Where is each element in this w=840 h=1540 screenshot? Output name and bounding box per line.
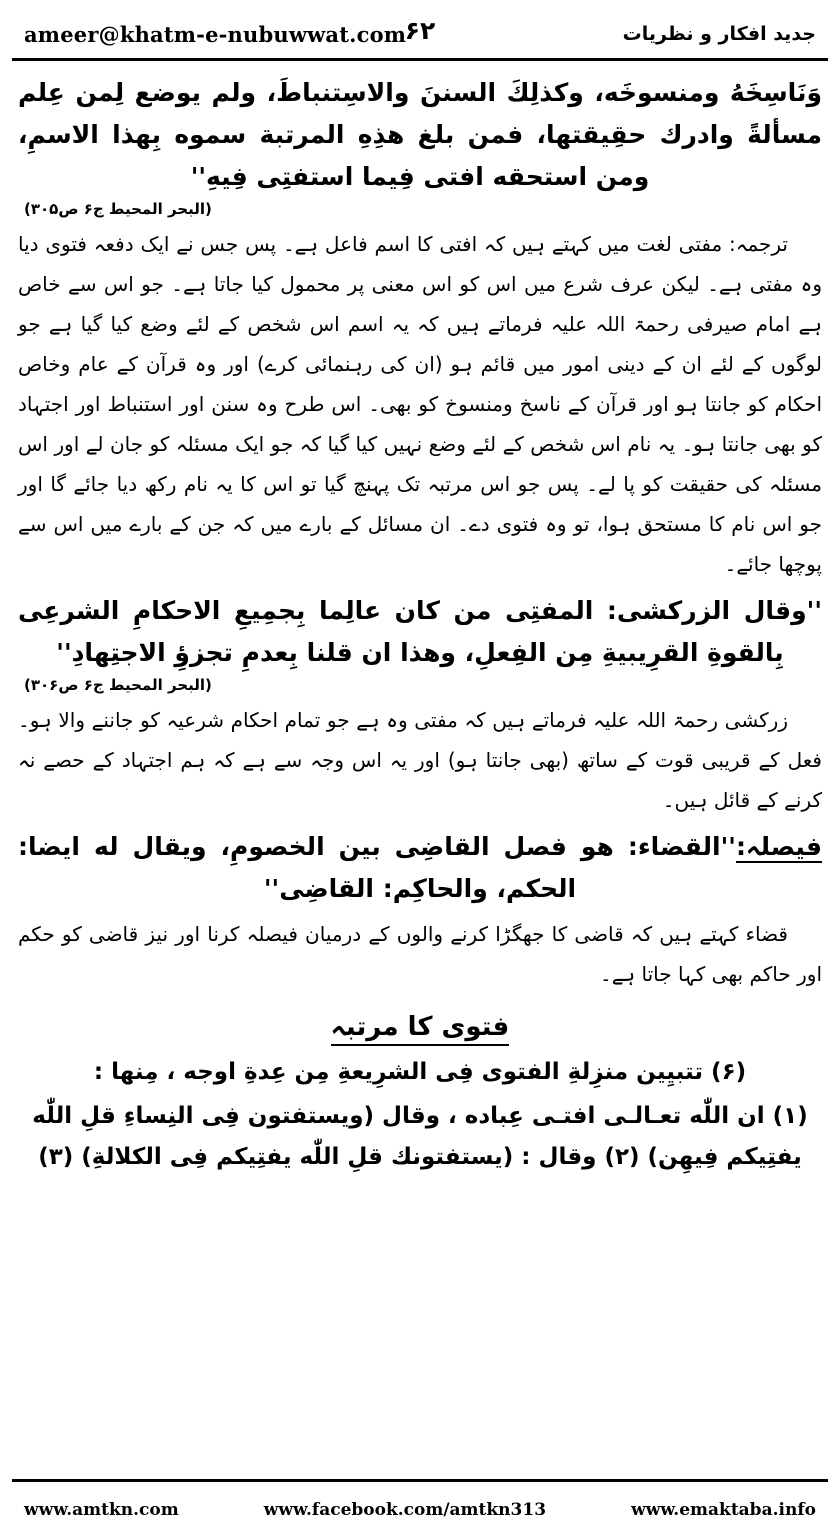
book-title: جدید افکار و نظریات: [622, 23, 816, 45]
decision-label: فیصلہ:: [735, 832, 822, 861]
arabic-quote-3: [18, 826, 822, 910]
page-header: [24, 14, 816, 54]
page-content: [18, 72, 822, 1460]
reference-1: (البحر المحیط ج۶ ص۳۰۵): [24, 200, 212, 218]
reference-2: (البحر المحیط ج۶ ص۳۰۶): [24, 676, 212, 694]
header-email: ameer@khatm-e-nubuwwat.com: [24, 21, 407, 47]
page-number: ۶۲: [404, 16, 436, 45]
arabic-quote-1: وَنَاسِخَهُ ومنسوخَه، وكذلِكَ السننَ والاسِتنباطَ، ولم يوضع لِمن عِلم مسألةً وادرك حقِيقتها، فمن بلغ هذِهِ المرتبة سموه بِهذا الاسمِ، ومن استحقه افتى فِيما استفتِى فِيهِ'': [18, 78, 822, 191]
numbered-item-1: (۶) تتبيِين منزِلةِ الفتوى فِى الشرِيعةِ مِن عِدةِ اوجه ، مِنها :: [93, 1059, 747, 1085]
urdu-paragraph-2: زرکشی رحمۃ اللہ علیہ فرماتے ہیں کہ مفتی وہ ہے جو تمام احکام شرعیہ کو جاننے والا ہو۔ فعل کے قریبی قوت کے ساتھ (بھی جانتا ہو) اور یہ اس وجہ سے ہے کہ ہم اجتہاد کے حصے نہ کرنے کے قائل ہیں۔: [18, 708, 822, 812]
page-footer: [24, 1490, 816, 1530]
footer-link-emaktaba[interactable]: www.emaktaba.info: [631, 1500, 816, 1520]
footer-link-website[interactable]: www.amtkn.com: [24, 1500, 179, 1520]
header-divider: [12, 58, 828, 61]
arabic-quote-2: ''وقال الزركشى: المفتِى من كان عالِما بِجمِيعِ الاحكامِ الشرعِى بِالقوةِ القرِيبيةِ مِن الفِعلِ، وهذا ان قلنا بِعدمِ تجزؤِ الاجتِهادِ'': [18, 596, 822, 667]
numbered-item-2: (۱) ان اللّٰه تعـالـى افتـى عِباده ، وقال (ويستفتون فِى النِساءِ قلِ اللّٰه يفتِيكم فِيهِن) (۲) وقال : (يستفتونك قلِ اللّٰه يفتِيكم فِى الكلالةِ) (۳): [32, 1103, 808, 1170]
section-heading-text: فتوی کا مرتبہ: [331, 1012, 510, 1046]
footer-link-facebook[interactable]: www.facebook.com/amtkn313: [263, 1500, 547, 1520]
arabic-quote-3-text: ''القضاء: هو فصل القاضِى بين الخصومِ، ويقال له ايضا: الحكم، والحاكِم: القاضِى'': [18, 832, 736, 903]
section-heading: [18, 1012, 822, 1042]
urdu-paragraph-3: قضاء کہتے ہیں کہ قاضی کا جھگڑا کرنے والوں کے درمیان فیصلہ کرنا اور نیز قاضی کو حکم اور حاکم بھی کہا جاتا ہے۔: [18, 922, 822, 986]
footer-divider: [12, 1479, 828, 1482]
urdu-paragraph-1: ترجمہ: مفتی لغت میں کہتے ہیں کہ افتی کا اسم فاعل ہے۔ پس جس نے ایک دفعہ فتوی دیا وہ مفتی ہے۔ لیکن عرف شرع میں اس کو اس معنی پر محمول کیا جاتا ہے۔ جو اس سے خاص ہے امام صیرفی رحمۃ اللہ علیہ فرماتے ہیں کہ یہ اسم اس شخص کے لئے وضع کیا گیا ہے جو لوگوں کے لئے ان کے دینی امور میں قائم ہو (ان کی رہنمائی کرے) اور وہ قرآن کے عام وخاص احکام کو جانتا ہو اور قرآن کے ناسخ ومنسوخ کو بھی۔ اس طرح وہ سنن اور استنباط اور اجتہاد کو بھی جانتا ہو۔ یہ نام اس شخص کے لئے وضع نہیں کیا گیا کہ جو ایک مسئلہ کو جان لے اور اس مسئلہ کی حقیقت کو پا لے۔ پس جو اس مرتبہ تک پہنچ گیا تو اس کا یہ نام رکھ دیا جائے گا اور جو اس نام کا مستحق ہوا، تو وہ فتوی دے۔ ان مسائل کے بارے میں کہ جن کے بارے میں اس سے پوچھا جائے۔: [18, 232, 822, 576]
